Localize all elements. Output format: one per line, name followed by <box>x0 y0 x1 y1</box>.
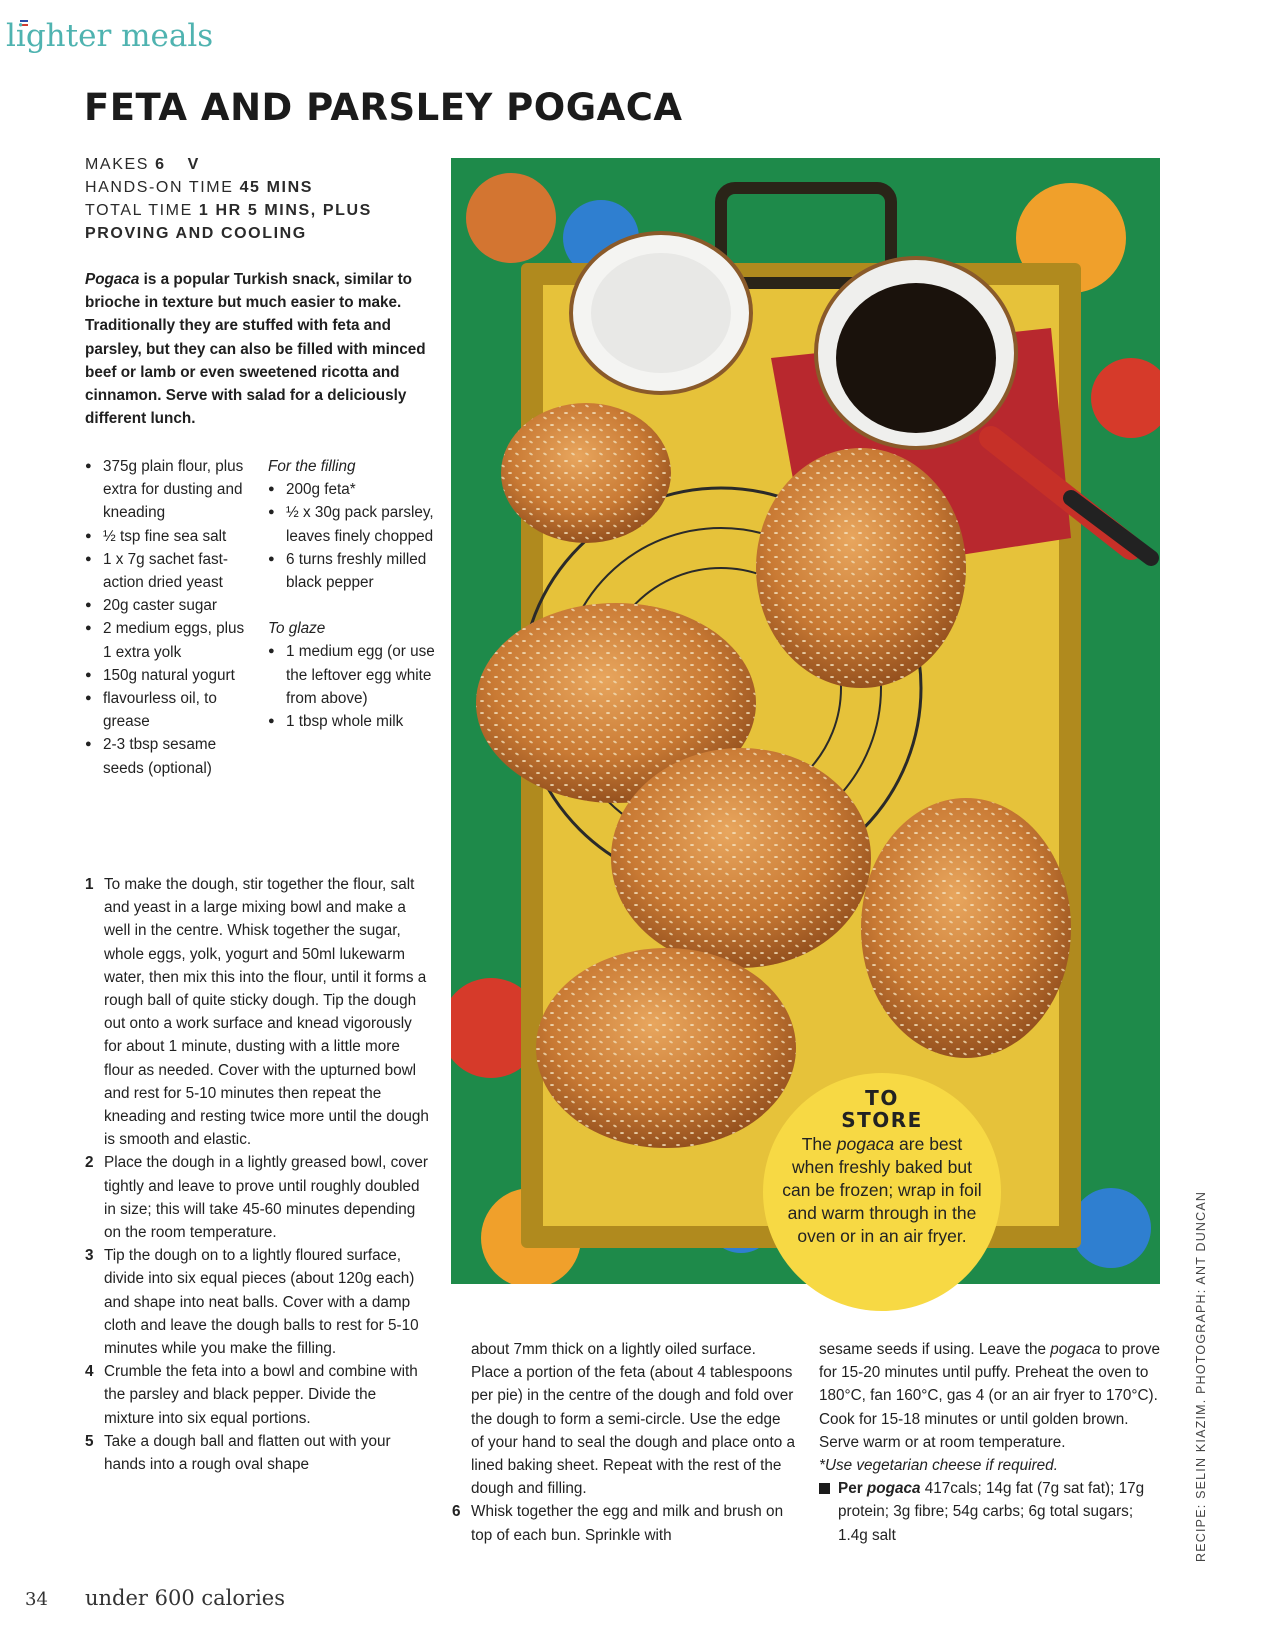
nutrition-info <box>819 1477 1164 1547</box>
method-step-continued <box>819 1338 1164 1454</box>
step-text: Whisk together the egg and milk and brush on top of each bun. Sprinkle with <box>471 1503 784 1544</box>
glaze-heading: To glaze <box>268 620 326 638</box>
ingredient-item: ● 6 turns freshly milled black pepper <box>268 548 438 594</box>
step-text: Tip the dough on to a lightly floured surface, divide into six equal pieces (about 120g each) and shape into neat balls. Cover with a damp cloth and leave the dough balls to rest for 5-10 minutes while you make the filling. <box>104 1247 419 1358</box>
ingredient-item: ● 2 medium eggs, plus 1 extra yolk <box>85 617 245 663</box>
step-text: Place the dough in a lightly greased bowl, cover tightly and leave to prove until roughly doubled in size; this will take 45-60 minutes depending on the room temperature. <box>104 1154 428 1242</box>
total-time-value: 1 HR 5 MINS, PLUS <box>198 202 372 219</box>
to-store-badge <box>763 1073 1001 1311</box>
step-number: 5 <box>85 1432 94 1450</box>
makes-label: MAKES <box>85 156 150 173</box>
hands-on-label: HANDS-ON TIME <box>85 179 234 196</box>
intro-text: is a popular Turkish snack, similar to brioche in texture but much easier to make. Traditionally they are stuffed with feta and parsley, but they can also be filled with minced beef or lamb or even sweetened ricotta and cinnamon. Serve with salad for a deliciously different lunch. <box>85 271 426 428</box>
recipe-meta <box>85 153 372 245</box>
step-number: 6 <box>452 1503 461 1521</box>
method-column-3 <box>819 1338 1164 1547</box>
method-step <box>85 1360 430 1430</box>
square-bullet-icon <box>819 1483 830 1494</box>
ingredient-item: ● 375g plain flour, plus extra for dusting and kneading <box>85 455 245 525</box>
ingredient-item: ● 150g natural yogurt <box>85 664 245 687</box>
step-number: 1 <box>85 876 94 893</box>
ingredient-item: ● ½ tsp fine sea salt <box>85 525 245 548</box>
vegetarian-mark: V <box>187 156 200 173</box>
intro-italic-word: Pogaca <box>85 271 140 288</box>
step-number: 3 <box>85 1247 94 1265</box>
makes-value: 6 <box>155 156 166 173</box>
nutrition-label: Per pogaca <box>838 1480 921 1498</box>
step-text: Take a dough ball and flatten out with your hands into a rough oval shape <box>104 1432 391 1474</box>
ingredient-item: ● flavourless oil, to grease <box>85 687 245 733</box>
badge-text: The pogaca are best when freshly baked but can be frozen; wrap in foil and warm through in the oven or in an air fryer. <box>782 1134 982 1246</box>
ingredient-item: ● 1 medium egg (or use the leftover egg white from above) <box>268 640 438 710</box>
method-step <box>85 1244 430 1360</box>
total-time-label: TOTAL TIME <box>85 202 193 219</box>
ingredient-item: ● 200g feta* <box>268 478 438 501</box>
step-text: sesame seeds if using. Leave the <box>819 1341 1051 1358</box>
method-step-continued <box>452 1338 797 1500</box>
intro-paragraph <box>85 268 430 430</box>
recipe-title: FETA AND PARSLEY POGACA <box>84 86 683 129</box>
page-number: 34 <box>25 1589 48 1610</box>
filling-heading: For the filling <box>268 458 356 475</box>
step-text: to prove for 15-20 minutes until puffy. Preheat the oven to 180°C, fan 160°C, gas 4 (or an air fryer to 170°C). Cook for 15-18 minutes or until golden brown. Serve warm or at room temperature. <box>819 1341 1161 1451</box>
method-column-2 <box>452 1338 797 1547</box>
section-tag: lighter meals <box>6 18 214 54</box>
step-text: about 7mm thick on a lightly oiled surface. Place a portion of the feta (about 4 tablespoons per pie) in the centre of the dough and fold over the dough to form a semi-circle. Use the edge of your hand to seal the dough and place onto a lined baking sheet. Repeat with the rest of the dough and filling. <box>471 1341 796 1498</box>
ingredient-item: ● ½ x 30g pack parsley, leaves finely chopped <box>268 501 438 547</box>
step-text: Crumble the feta into a bowl and combine with the parsley and black pepper. Divide the mixture into six equal portions. <box>104 1363 418 1427</box>
step-number: 4 <box>85 1363 94 1381</box>
method-column-1 <box>85 873 430 1476</box>
nutrition-text: 417cals; 14g fat (7g sat fat); 17g protein; 3g fibre; 54g carbs; 6g total sugars; 1.4g salt <box>838 1480 1145 1544</box>
filling-list <box>268 478 438 594</box>
main-ingredients-list <box>85 455 245 780</box>
ingredient-item: ● 2-3 tbsp sesame seeds (optional) <box>85 733 245 779</box>
step-text: To make the dough, stir together the flour, salt and yeast in a large mixing bowl and make a well in the centre. Whisk together the sugar, whole eggs, yolk, yogurt and 50ml lukewarm water, then mix this into the flour, until it forms a rough ball of quite sticky dough. Tip the dough out onto a work surface and knead vigorously for about 1 minute, dusting with a little more flour as needed. Cover with the upturned bowl and rest for 5-10 minutes then repeat the kneading and resting twice more until the dough is smooth and elastic. <box>104 876 429 1149</box>
total-time-value-cont: PROVING AND COOLING <box>85 225 307 242</box>
photo-credit: RECIPE: SELIN KIAZIM. PHOTOGRAPH: ANT DUNCAN <box>1194 1190 1208 1562</box>
hands-on-value: 45 MINS <box>239 179 314 196</box>
filling-and-glaze <box>268 455 438 733</box>
ingredient-item: ● 1 tbsp whole milk <box>268 710 438 733</box>
step-text-italic: pogaca <box>1050 1341 1101 1358</box>
glaze-list <box>268 640 438 733</box>
method-step <box>85 873 430 1151</box>
vegetarian-note: *Use vegetarian cheese if required. <box>819 1457 1058 1475</box>
ingredient-item: ● 1 x 7g sachet fast-action dried yeast <box>85 548 245 594</box>
method-step <box>85 1151 430 1244</box>
issue-title: under 600 calories <box>85 1586 285 1610</box>
ingredient-item: ● 20g caster sugar <box>85 594 245 617</box>
method-step <box>85 1430 430 1476</box>
step-number: 2 <box>85 1154 94 1172</box>
badge-heading: TO STORE <box>841 1086 923 1132</box>
method-step <box>452 1500 797 1546</box>
